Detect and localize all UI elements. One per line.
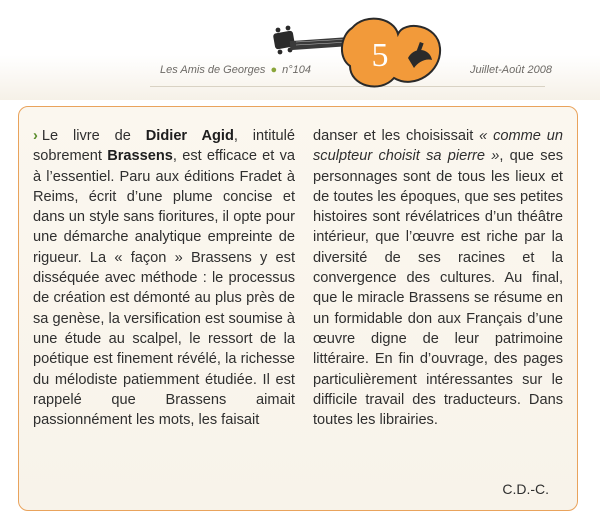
publication-name: Les Amis de Georges: [160, 64, 266, 76]
article-text: , que ses personnages sont de tous les lieux et de toutes les époques, que ses petites histoires sont révélatrices d’un théâtre intérieur, que l’œuvre est riche par la diversité de ses racines et la convergence des cultures. Au final, que le miracle Brassens se résume en un formidable don aux Français d’une œuvre digne de leur patrimoine littéraire. En fin d’ouvrage, des pages particulièrement intéressantes sur le difficile travail des traducteurs. Dans toutes les librairies.: [313, 148, 563, 429]
bullet-dot-icon: ●: [270, 64, 278, 76]
article-column-right: [313, 126, 563, 430]
issue-number: n°104: [282, 64, 312, 76]
article-text: , est efficace et va à l’essentiel. Paru aux éditions Fradet à Reims, écrit d’une plume concise et dans un style sans fioritures, il opte pour une démarche analytique empreinte de rigueur. La « façon » Brassens y est disséquée avec méthode : le processus de création est démonté au plus près de sa genèse, la versification est soumise à une étude au scalpel, le ressort de la poétique est finement révélé, la richesse du mélodiste patiemment étudiée. Il est rappelé que Brassens aimait passionnément les mots, les faisait: [33, 148, 296, 429]
issue-date: Juillet-Août 2008: [470, 64, 552, 76]
article-text: danser et les choisissait: [313, 128, 480, 144]
chevron-right-icon: ›: [33, 128, 38, 144]
article-text: Le livre de: [41, 128, 146, 144]
article-text: , intitulé sobrement: [33, 128, 295, 165]
author-name: Didier Agid: [145, 128, 234, 144]
article-box: [18, 106, 578, 511]
author-signature: C.D.-C.: [502, 481, 549, 497]
article-column-left: [33, 126, 295, 430]
brassens-quote: « comme un sculpteur choisit sa pierre »: [313, 128, 563, 165]
book-title: Brassens: [107, 148, 173, 165]
logo-number: 5: [371, 37, 389, 74]
guitar-icon: [268, 6, 448, 96]
